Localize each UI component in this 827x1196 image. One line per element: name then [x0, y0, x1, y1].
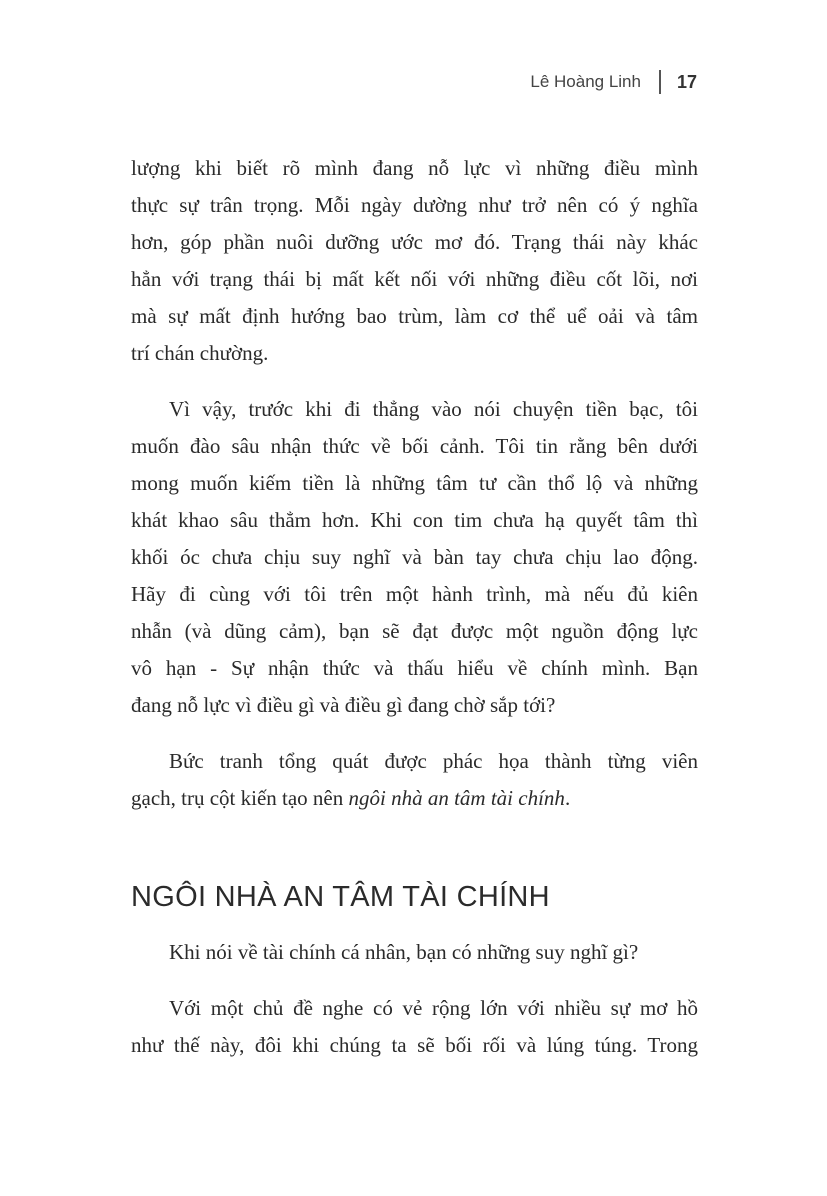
- paragraph-3: [131, 743, 698, 817]
- text-line: Bức tranh tổng quát được phác họa thành từng viên: [169, 749, 698, 773]
- text-line: khối óc chưa chịu suy nghĩ và bàn tay chưa chịu lao động.: [131, 545, 698, 569]
- text-segment: gạch, trụ cột kiến tạo nên: [131, 786, 349, 810]
- text-line: Khi nói về tài chính cá nhân, bạn có những suy nghĩ gì?: [169, 940, 639, 964]
- header-divider: [659, 70, 661, 94]
- text-line: muốn đào sâu nhận thức về bối cảnh. Tôi tin rằng bên dưới: [131, 434, 698, 458]
- section-heading: NGÔI NHÀ AN TÂM TÀI CHÍNH: [131, 881, 550, 913]
- text-line: lượng khi biết rõ mình đang nỗ lực vì những điều mình: [131, 156, 698, 180]
- text-line: mong muốn kiếm tiền là những tâm tư cần thổ lộ và những: [131, 471, 698, 495]
- text-line: vô hạn - Sự nhận thức và thấu hiểu về chính mình. Bạn: [131, 656, 698, 680]
- text-line: Hãy đi cùng với tôi trên một hành trình, mà nếu đủ kiên: [131, 582, 698, 606]
- text-line: hẳn với trạng thái bị mất kết nối với những điều cốt lõi, nơi: [131, 267, 698, 291]
- page-number: 17: [676, 71, 697, 92]
- paragraph-5: [131, 990, 698, 1064]
- paragraph-2: [131, 391, 698, 724]
- text-line: mà sự mất định hướng bao trùm, làm cơ thể uể oải và tâm: [131, 304, 698, 328]
- text-line: trí chán chường.: [131, 341, 269, 365]
- text-line: như thế này, đôi khi chúng ta sẽ bối rối và lúng túng. Trong: [131, 1033, 698, 1057]
- text-line: nhẫn (và dũng cảm), bạn sẽ đạt được một nguồn động lực: [131, 619, 698, 643]
- text-line: Vì vậy, trước khi đi thẳng vào nói chuyện tiền bạc, tôi: [169, 397, 698, 421]
- text-line: đang nỗ lực vì điều gì và điều gì đang chờ sắp tới?: [131, 693, 556, 717]
- text-line: thực sự trân trọng. Mỗi ngày dường như trở nên có ý nghĩa: [131, 193, 698, 217]
- text-segment: .: [564, 786, 571, 810]
- paragraph-4: [131, 934, 698, 971]
- text-line: [131, 780, 698, 817]
- text-line: Với một chủ đề nghe có vẻ rộng lớn với nhiều sự mơ hồ: [169, 996, 698, 1020]
- text-line: hơn, góp phần nuôi dưỡng ước mơ đó. Trạng thái này khác: [131, 230, 698, 254]
- paragraph-1: [131, 150, 698, 372]
- page-body: [131, 150, 698, 1064]
- author-name: Lê Hoàng Linh: [530, 72, 641, 91]
- text-line: khát khao sâu thẳm hơn. Khi con tim chưa hạ quyết tâm thì: [131, 508, 698, 532]
- running-header: [530, 70, 697, 94]
- italic-term: ngôi nhà an tâm tài chính: [348, 786, 565, 810]
